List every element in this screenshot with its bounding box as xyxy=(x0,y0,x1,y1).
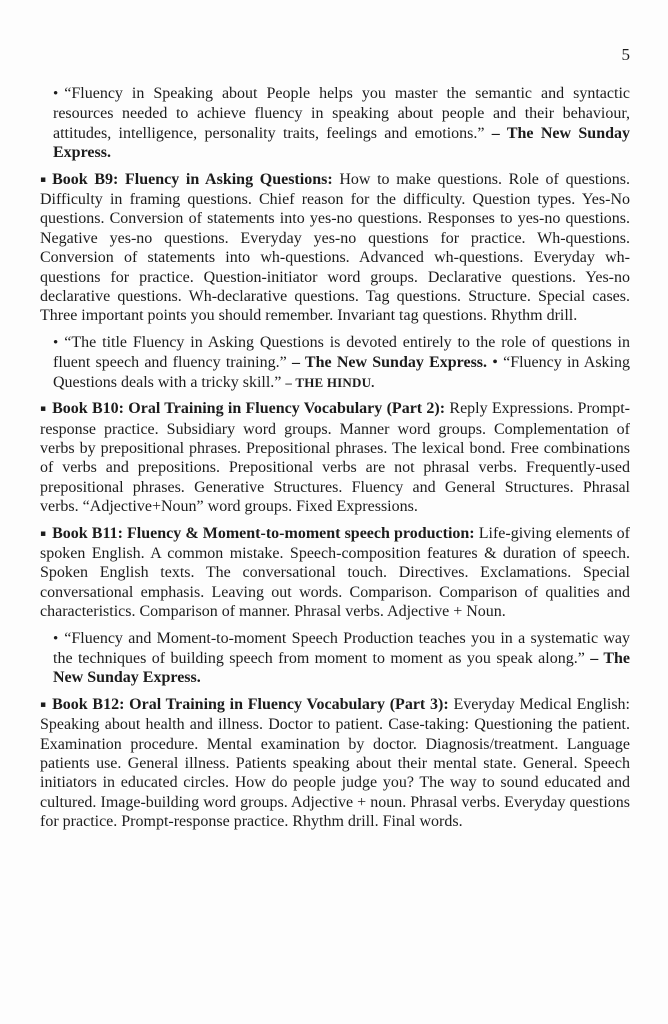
quote-bullet-icon: • xyxy=(53,86,59,102)
book-title: Book B12: Oral Training in Fluency Vocabulary (Part 3): xyxy=(52,695,454,713)
press-attribution: – The New Sunday Express. xyxy=(53,649,630,687)
quote-text: “Fluency and Moment-to-moment Speech Production teaches you in a systematic way the techniques of building speech from moment to moment as you speak along.” xyxy=(53,629,630,667)
book-bullet-icon: ▪ xyxy=(40,699,47,710)
book-title: Book B10: Oral Training in Fluency Vocabulary (Part 2): xyxy=(52,400,450,418)
book-title: Book B11: Fluency & Moment-to-moment speech production: xyxy=(52,524,479,542)
page-number: 5 xyxy=(621,45,630,64)
quote-text: “Fluency in Speaking about People helps you master the semantic and syntactic resources needed to achieve fluency in speaking about people and their behaviour, attitudes, intelligence, personality traits, feelings and emotions.” xyxy=(53,85,630,142)
book-bullet-icon: ▪ xyxy=(40,404,47,415)
catalog-content xyxy=(40,84,630,832)
book-bullet-icon: ▪ xyxy=(40,174,47,185)
book-entry-paragraph xyxy=(40,170,630,326)
book-description: Reply Expressions. Prompt-response practice. Subsidiary word groups. Manner word groups. Complementation of verbs by prepositional phrases. Prepositional phrases. The lexical bond. Free combinations of verbs and prepositions. Prepositional verbs are not phrasal verbs. Frequently-used prepositional phrases. Generative Structures. Fluency and General Structures. Phrasal verbs. “Adjective+Noun” word groups. Fixed Expressions. xyxy=(40,400,630,516)
book-title: Book B9: Fluency in Asking Questions: xyxy=(52,170,340,188)
press-quote-paragraph xyxy=(53,333,630,392)
book-description: Everyday Medical English: Speaking about health and illness. Doctor to patient. Case-taking: Questioning the patient. Examination procedure. Mental examination by doctor. Diagnosis/treatment. Language patients use. General illness. Patients speaking about their mental state. General. Speech initiators in educated circles. How do people judge you? The way to sound educated and cultured. Image-building word groups. Adjective + noun. Phrasal verbs. Everyday questions for practice. Prompt-response practice. Rhythm drill. Final words. xyxy=(40,695,631,831)
quote-text: “The title Fluency in Asking Questions is devoted entirely to the role of questions in fluent speech and fluency training.” xyxy=(53,333,630,372)
press-quote-paragraph xyxy=(53,629,630,688)
quote-bullet-icon: • xyxy=(53,334,59,351)
book-description: Life-giving elements of spoken English. A common mistake. Speech-composition features & duration of speech. Spoken English texts. The conversational touch. Directives. Exclamations. Special conversational emphasis. Leaving out words. Comparison. Comparison of qualities and characteristics. Comparison of manner. Phrasal verbs. Adjective + Noun. xyxy=(40,524,631,621)
quote-bullet-icon: • xyxy=(53,630,59,647)
press-attribution: – THE HINDU. xyxy=(285,374,375,390)
book-entry-paragraph xyxy=(40,524,630,622)
press-quote-paragraph xyxy=(53,84,630,163)
book-entry-paragraph xyxy=(40,399,630,516)
quote-text: • “Fluency in Asking Questions deals with a tricky skill.” xyxy=(53,354,631,391)
press-attribution: – The New Sunday Express. xyxy=(291,354,488,372)
press-attribution: – The New Sunday Express. xyxy=(53,124,630,162)
book-bullet-icon: ▪ xyxy=(40,528,47,539)
book-description: How to make questions. Role of questions. Difficulty in framing questions. Chief reason for the difficulty. Question types. Yes-No questions. Conversion of statements into yes-no questions. Responses to yes-no questions. Negative yes-no questions. Everyday yes-no questions for practice. Wh-questions. Conversion of statements into wh-questions. Advanced wh-questions. Everyday wh-questions for practice. Question-initiator word groups. Declarative questions. Yes-no declarative questions. Wh-declarative questions. Tag questions. Structure. Special cases. Three important points you should remember. Invariant tag questions. Rhythm drill. xyxy=(40,170,631,325)
book-entry-paragraph xyxy=(40,695,630,832)
